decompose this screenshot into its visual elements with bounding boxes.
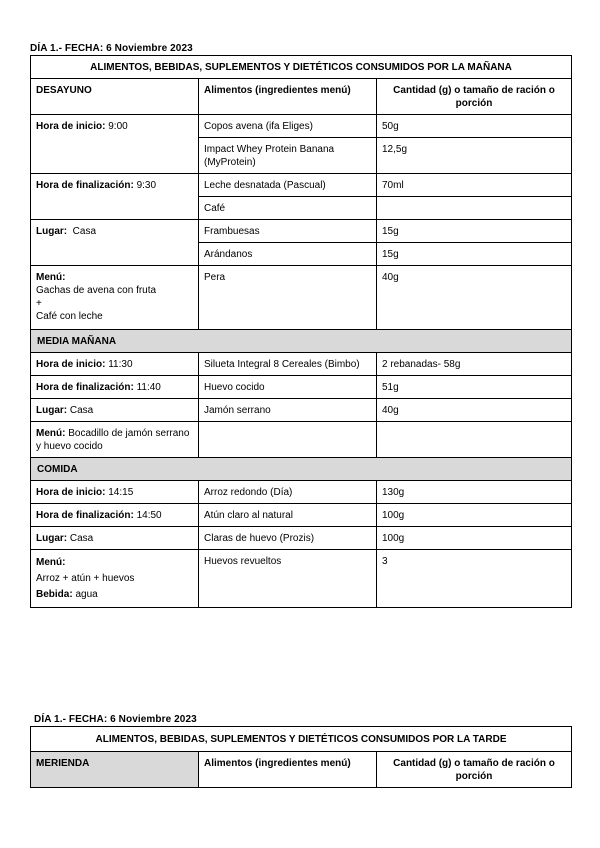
quantity-cell: 130g — [377, 481, 572, 504]
morning-food-table — [30, 55, 572, 608]
foods-column-header: Alimentos (ingredientes menú) — [199, 752, 377, 788]
section-title-media-manana: MEDIA MAÑANA — [31, 330, 572, 353]
quantity-cell: 70ml — [377, 174, 572, 197]
food-cell: Pera — [199, 266, 377, 330]
amount-column-header: Cantidad (g) o tamaño de ración o porción — [377, 79, 572, 115]
column-header-row — [31, 752, 572, 788]
quantity-cell: 40g — [377, 399, 572, 422]
food-cell: Jamón serrano — [199, 399, 377, 422]
section-row — [31, 330, 572, 353]
quantity-cell: 100g — [377, 504, 572, 527]
foods-column-header: Alimentos (ingredientes menú) — [199, 79, 377, 115]
table-banner-row — [31, 727, 572, 752]
menu-cell: Menú: Arroz + atún + huevos Bebida: agua — [31, 550, 199, 608]
end-time-cell: Hora de finalización: 11:40 — [31, 376, 199, 399]
quantity-cell: 12,5g — [377, 138, 572, 174]
food-cell: Silueta Integral 8 Cereales (Bimbo) — [199, 353, 377, 376]
food-cell: Atún claro al natural — [199, 504, 377, 527]
quantity-cell: 40g — [377, 266, 572, 330]
quantity-cell: 15g — [377, 220, 572, 243]
end-time-cell: Hora de finalización: 14:50 — [31, 504, 199, 527]
table-row — [31, 266, 572, 330]
quantity-cell: 100g — [377, 527, 572, 550]
food-cell: Claras de huevo (Prozis) — [199, 527, 377, 550]
quantity-cell — [377, 422, 572, 458]
quantity-cell: 2 rebanadas- 58g — [377, 353, 572, 376]
food-cell — [199, 422, 377, 458]
food-cell: Café — [199, 197, 377, 220]
start-time-cell: Hora de inicio: 14:15 — [31, 481, 199, 504]
start-time-cell: Hora de inicio: 11:30 — [31, 353, 199, 376]
table-row — [31, 527, 572, 550]
food-cell: Frambuesas — [199, 220, 377, 243]
quantity-cell: 50g — [377, 115, 572, 138]
table-banner: ALIMENTOS, BEBIDAS, SUPLEMENTOS Y DIETÉTICOS CONSUMIDOS POR LA TARDE — [31, 727, 572, 752]
table-row — [31, 376, 572, 399]
table-row — [31, 422, 572, 458]
food-cell: Copos avena (ifa Eliges) — [199, 115, 377, 138]
menu-cell: Menú: Gachas de avena con fruta + Café con leche — [31, 266, 199, 330]
table-row — [31, 220, 572, 243]
meal-header-desayuno: DESAYUNO — [31, 79, 199, 115]
column-header-row — [31, 79, 572, 115]
table-row — [31, 550, 572, 608]
start-time-cell: Hora de inicio: 9:00 — [31, 115, 199, 174]
quantity-cell: 3 — [377, 550, 572, 608]
table-banner: ALIMENTOS, BEBIDAS, SUPLEMENTOS Y DIETÉTICOS CONSUMIDOS POR LA MAÑANA — [31, 56, 572, 79]
food-cell: Huevos revueltos — [199, 550, 377, 608]
menu-cell: Menú: Bocadillo de jamón serrano y huevo cocido — [31, 422, 199, 458]
place-cell: Lugar: Casa — [31, 399, 199, 422]
food-cell: Huevo cocido — [199, 376, 377, 399]
meal-header-merienda: MERIENDA — [31, 752, 199, 788]
quantity-cell: 51g — [377, 376, 572, 399]
table-banner-row — [31, 56, 572, 79]
section-title-comida: COMIDA — [31, 458, 572, 481]
table-row — [31, 115, 572, 138]
table-row — [31, 504, 572, 527]
quantity-cell — [377, 197, 572, 220]
table-row — [31, 174, 572, 197]
food-cell: Impact Whey Protein Banana (MyProtein) — [199, 138, 377, 174]
table-row — [31, 481, 572, 504]
table-row — [31, 353, 572, 376]
table-row — [31, 399, 572, 422]
food-cell: Leche desnatada (Pascual) — [199, 174, 377, 197]
amount-column-header: Cantidad (g) o tamaño de ración o porción — [377, 752, 572, 788]
place-cell: Lugar: Casa — [31, 220, 199, 266]
day-title: DÍA 1.- FECHA: 6 Noviembre 2023 — [30, 43, 193, 54]
day-title-afternoon: DÍA 1.- FECHA: 6 Noviembre 2023 — [34, 714, 197, 725]
place-cell: Lugar: Casa — [31, 527, 199, 550]
food-cell: Arándanos — [199, 243, 377, 266]
afternoon-food-table — [30, 726, 572, 788]
food-cell: Arroz redondo (Día) — [199, 481, 377, 504]
end-time-cell: Hora de finalización: 9:30 — [31, 174, 199, 220]
quantity-cell: 15g — [377, 243, 572, 266]
section-row — [31, 458, 572, 481]
